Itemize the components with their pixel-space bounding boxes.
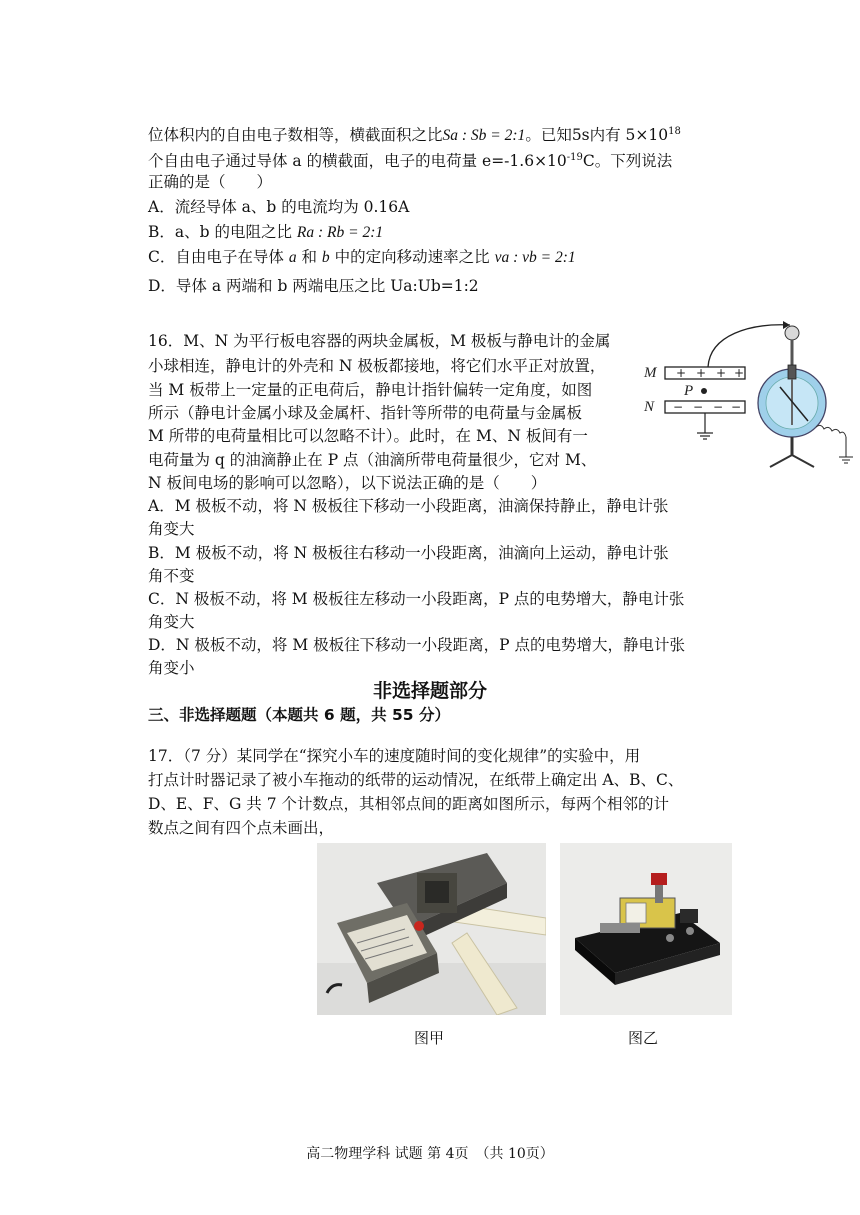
svg-text:+: + [734, 366, 745, 380]
q15-text: 位体积内的自由电子数相等，横截面积之比 [148, 126, 443, 145]
q15-line-3: 正确的是（ ） [148, 173, 273, 191]
var-a: a [288, 249, 297, 266]
label-p: P [684, 383, 694, 399]
q16-option-b-line1: B．M 极板不动，将 N 极板往右移动一小段距离，油滴向上运动，静电计张 [148, 544, 669, 562]
q16-line: 16．M、N 为平行板电容器的两块金属板，M 极板与静电计的金属 [148, 332, 611, 350]
metal-ball [785, 326, 799, 340]
q15-text: C。下列说法 [582, 152, 673, 171]
label-n: N [644, 399, 655, 415]
svg-text:+: + [716, 366, 727, 380]
q17-line: D、E、F、G 共 7 个计数点，其相邻点间的距离如图所示，每两个相邻的计 [148, 795, 670, 813]
q15-option-c: C．自由电子在导体 a 和 b 中的定向移动速率之比 va : vb = 2:1 [148, 248, 576, 266]
q16-option-b-line2: 角不变 [148, 567, 195, 585]
q17-line: 17．（7 分）某同学在“探究小车的速度随时间的变化规律”的实验中，用 [148, 747, 641, 765]
q15-option-a: A．流经导体 a、b 的电流均为 0.16A [148, 198, 410, 216]
q17-line: 数点之间有四个点未画出， [148, 819, 335, 837]
q15-option-d: D．导体 a 两端和 b 两端电压之比 Ua:Ub=1:2 [148, 277, 479, 295]
svg-text:+: + [696, 366, 707, 380]
svg-text:−: − [673, 400, 684, 414]
q16-option-c-line1: C．N 极板不动，将 M 极板往左移动一小段距离，P 点的电势增大，静电计张 [148, 590, 685, 608]
q16-line: 小球相连，静电计的外壳和 N 极板都接地，将它们水平正对放置， [148, 357, 606, 375]
q15-text: 。已知5s内有 5×10 [525, 126, 669, 145]
q16-line: N 板间电场的影响可以忽略），以下说法正确的是（ ） [148, 474, 547, 492]
capacitor-electroscope-diagram [640, 315, 855, 475]
q16-line: 电荷量为 q 的油滴静止在 P 点（油滴所带电荷量很少，它对 M、 [148, 451, 597, 469]
svg-text:+: + [676, 366, 687, 380]
oil-drop-point [701, 388, 707, 394]
q16-option-c-line2: 角变大 [148, 613, 195, 631]
exponent: 18 [668, 126, 681, 137]
svg-text:−: − [731, 400, 742, 414]
ratio-s-math: Sa : Sb = 2:1 [442, 127, 526, 145]
page-footer: 高二物理学科 试题 第 4页 （共 10页） [306, 1146, 554, 1162]
velocity-ratio-math: va : vb = 2:1 [494, 249, 576, 266]
photo-timer-jia [317, 843, 546, 1015]
exponent: -19 [566, 152, 583, 163]
q16-option-d-line2: 角变小 [148, 659, 195, 677]
svg-text:−: − [713, 400, 724, 414]
svg-text:−: − [693, 400, 704, 414]
q16-option-a-line1: A．M 极板不动，将 N 极板往下移动一小段距离，油滴保持静止，静电计张 [148, 497, 669, 515]
q15-option-b [148, 221, 383, 244]
section-subtitle: 三、非选择题题（本题共 6 题，共 55 分） [148, 706, 450, 724]
q17-line: 打点计时器记录了被小车拖动的纸带的运动情况，在纸带上确定出 A、B、C、 [148, 771, 684, 789]
photo-timer-yi [560, 843, 732, 1015]
resistance-ratio-math: Ra : Rb = 2:1 [296, 224, 384, 241]
option-text: 中的定向移动速率之比 [334, 248, 490, 266]
q16-line: 所示（静电计金属小球及金属杆、指针等所带的电荷量与金属板 [148, 404, 583, 422]
var-b: b [321, 249, 330, 266]
option-text: C．自由电子在导体 [148, 248, 284, 266]
option-text: B．a、b 的电阻之比 [148, 223, 292, 241]
q16-option-d-line1: D．N 极板不动，将 M 极板往下移动一小段距离，P 点的电势增大，静电计张 [148, 636, 686, 654]
q15-line-1 [148, 121, 681, 147]
q15-text: 个自由电子通过导体 a 的横截面，电子的电荷量 e=-1.6×10 [148, 152, 567, 171]
figure-yi-caption: 图乙 [628, 1029, 659, 1047]
figure-jia-caption: 图甲 [414, 1029, 445, 1047]
section-title: 非选择题部分 [372, 680, 487, 702]
label-m: M [644, 365, 657, 381]
q16-line: 当 M 板带上一定量的正电荷后，静电计指针偏转一定角度，如图 [148, 381, 593, 399]
q15-line-2 [148, 147, 672, 172]
q16-line: M 所带的电荷量相比可以忽略不计）。此时，在 M、N 板间有一 [148, 427, 588, 445]
q16-option-a-line2: 角变大 [148, 520, 195, 538]
